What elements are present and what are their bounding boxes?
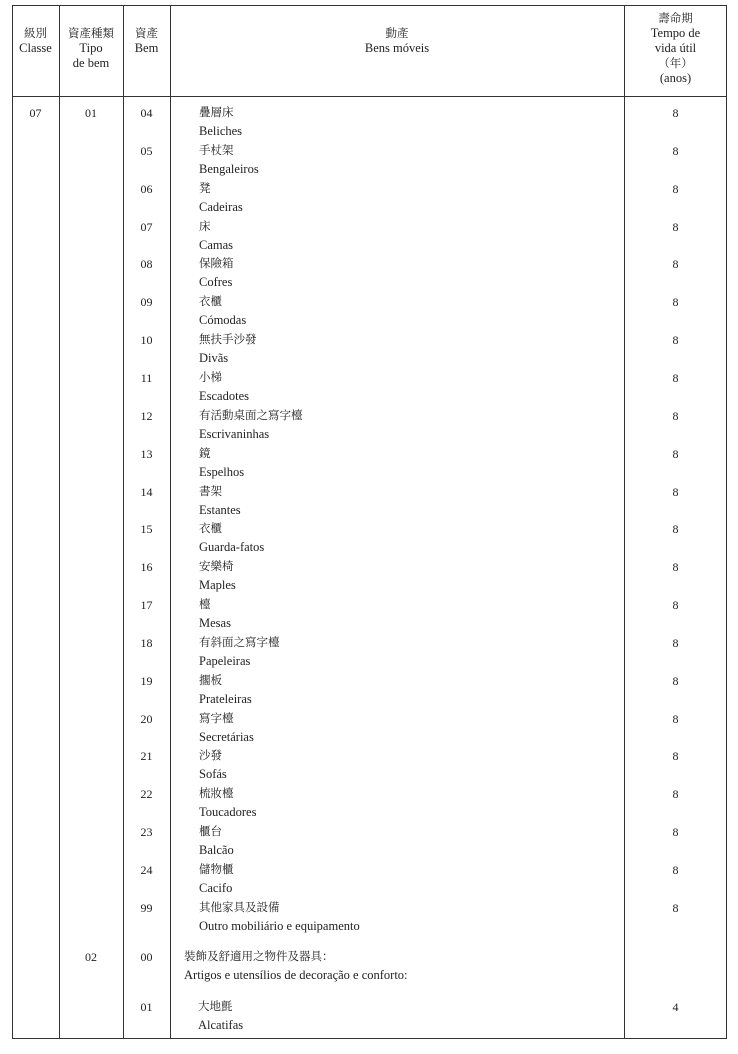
bem-cell: 15: [140, 522, 153, 536]
header-bem-pt: Bem: [134, 41, 159, 55]
vida-cell: 8: [672, 106, 679, 120]
header-vida-zh: 壽命期: [658, 11, 693, 25]
item-label-pt: Cómodas: [199, 313, 247, 327]
vida-cell: 8: [672, 901, 679, 915]
vida-cell: 8: [672, 674, 679, 688]
item-label-zh: 衣櫃: [199, 521, 222, 535]
item-label-zh: 無扶手沙發: [199, 332, 257, 346]
item-label-zh: 安樂椅: [199, 559, 234, 573]
header-vida-pt2: vida útil: [654, 41, 697, 55]
item-label-pt: Cacifo: [199, 881, 233, 895]
item-label-pt: Papeleiras: [199, 654, 251, 668]
bem-cell: 23: [140, 825, 153, 839]
header-vida: [624, 11, 727, 86]
bem-cell: 13: [140, 447, 153, 461]
header-tipo: [59, 26, 123, 71]
bem-cell: 05: [140, 144, 153, 158]
item-label-zh: 其他家具及設備: [199, 900, 280, 914]
item-label-pt: Maples: [199, 578, 236, 592]
bem-cell: 17: [140, 598, 153, 612]
bem-cell: 22: [140, 787, 153, 801]
item-label-pt: Estantes: [199, 503, 241, 517]
header-vida-zh2: （年）: [658, 56, 693, 70]
item-label-zh: 手杖架: [199, 143, 234, 157]
item-label-pt: Beliches: [199, 124, 243, 138]
bem-cell: 18: [140, 636, 153, 650]
item-label-pt: Outro mobiliário e equipamento: [199, 919, 360, 933]
item-label-pt: Cadeiras: [199, 200, 243, 214]
item-label-zh: 檯: [199, 597, 211, 611]
bem-cell: 11: [140, 371, 153, 385]
item-label-zh: 保險箱: [199, 256, 234, 270]
bem-cell: 12: [140, 409, 153, 423]
item-label-zh: 疊層床: [199, 105, 234, 119]
item-label-pt: Camas: [199, 238, 234, 252]
tipo-cell: 01: [85, 106, 97, 120]
tipo-cell: 02: [85, 950, 97, 964]
item-label-zh: 儲物櫃: [199, 862, 234, 876]
vida-cell: 8: [672, 447, 679, 461]
header-classe: [12, 26, 59, 56]
item-label-pt: Balcão: [199, 843, 234, 857]
bem-cell: 06: [140, 182, 153, 196]
bem-cell: 09: [140, 295, 153, 309]
item-label-zh: 書架: [199, 484, 222, 498]
vida-cell: 8: [672, 257, 679, 271]
vida-cell: 8: [672, 409, 679, 423]
vida-cell: 8: [672, 863, 679, 877]
item-label-zh: 凳: [199, 181, 211, 195]
bem-cell: 07: [140, 220, 153, 234]
bem-cell: 00: [140, 950, 153, 964]
item-label-zh: 櫃台: [199, 824, 222, 838]
vida-cell: 8: [672, 787, 679, 801]
vida-cell: 8: [672, 295, 679, 309]
bem-cell: 99: [140, 901, 153, 915]
header-classe-zh: 級別: [24, 26, 47, 40]
column-divider: [59, 5, 60, 1039]
bem-cell: 04: [140, 106, 153, 120]
header-bens-zh: 動產: [385, 26, 409, 40]
item-label-zh: 床: [199, 219, 211, 233]
item-label-zh: 擱板: [199, 673, 222, 687]
item-label-pt: Espelhos: [199, 465, 245, 479]
header-bem: [123, 26, 170, 56]
vida-cell: 4: [672, 1000, 679, 1014]
item-label-zh: 寫字檯: [199, 711, 234, 725]
bem-cell: 20: [140, 712, 153, 726]
bem-cell: 01: [140, 1000, 153, 1014]
bem-cell: 24: [140, 863, 153, 877]
item-label-pt: Bengaleiros: [199, 162, 259, 176]
vida-cell: 8: [672, 182, 679, 196]
item-label-pt: Escrivaninhas: [199, 427, 270, 441]
header-tipo-pt2: de bem: [72, 56, 110, 70]
item-label-pt: Guarda-fatos: [199, 540, 265, 554]
item-label-pt: Toucadores: [199, 805, 257, 819]
item-label-zh: 鏡: [199, 446, 211, 460]
column-divider: [170, 5, 171, 1039]
group-label-pt: Artigos e utensílios de decoração e conforto:: [184, 968, 408, 982]
header-vida-pt1: Tempo de: [650, 26, 701, 40]
header-classe-pt: Classe: [19, 41, 52, 55]
header-divider: [12, 96, 727, 97]
item-label-pt: Alcatifas: [198, 1018, 244, 1032]
vida-cell: 8: [672, 371, 679, 385]
item-label-pt: Secretárias: [199, 730, 254, 744]
header-vida-pt3: (anos): [659, 71, 692, 85]
header-bens-pt: Bens móveis: [364, 41, 430, 55]
vida-cell: 8: [672, 220, 679, 234]
table-frame: [12, 5, 727, 1039]
item-label-zh: 有活動桌面之寫字檯: [199, 408, 303, 422]
item-label-zh: 沙發: [199, 748, 222, 762]
vida-cell: 8: [672, 636, 679, 650]
item-label-zh: 衣櫃: [199, 294, 222, 308]
item-label-pt: Escadotes: [199, 389, 249, 403]
item-label-pt: Mesas: [199, 616, 231, 630]
classe-cell: 07: [29, 106, 42, 120]
item-label-zh: 有斜面之寫字檯: [199, 635, 280, 649]
bem-cell: 19: [140, 674, 153, 688]
group-label-zh: 裝飾及舒適用之物件及器具：: [184, 949, 334, 963]
bem-cell: 16: [140, 560, 153, 574]
vida-cell: 8: [672, 144, 679, 158]
vida-cell: 8: [672, 485, 679, 499]
bem-cell: 21: [140, 749, 153, 763]
header-bem-zh: 資產: [135, 26, 158, 40]
vida-cell: 8: [672, 712, 679, 726]
item-label-zh: 小梯: [199, 370, 222, 384]
item-label-zh: 大地氈: [198, 999, 233, 1013]
vida-cell: 8: [672, 560, 679, 574]
vida-cell: 8: [672, 749, 679, 763]
vida-cell: 8: [672, 598, 679, 612]
vida-cell: 8: [672, 825, 679, 839]
item-label-pt: Sofás: [199, 767, 227, 781]
vida-cell: 8: [672, 333, 679, 347]
header-bens: [170, 26, 624, 56]
item-label-zh: 梳妝檯: [199, 786, 234, 800]
bem-cell: 10: [140, 333, 153, 347]
item-label-pt: Prateleiras: [199, 692, 252, 706]
item-label-pt: Divãs: [199, 351, 229, 365]
vida-cell: 8: [672, 522, 679, 536]
bem-cell: 14: [140, 485, 153, 499]
header-tipo-zh: 資產種類: [68, 26, 114, 40]
bem-cell: 08: [140, 257, 153, 271]
item-label-pt: Cofres: [199, 275, 233, 289]
header-tipo-pt: Tipo: [79, 41, 103, 55]
